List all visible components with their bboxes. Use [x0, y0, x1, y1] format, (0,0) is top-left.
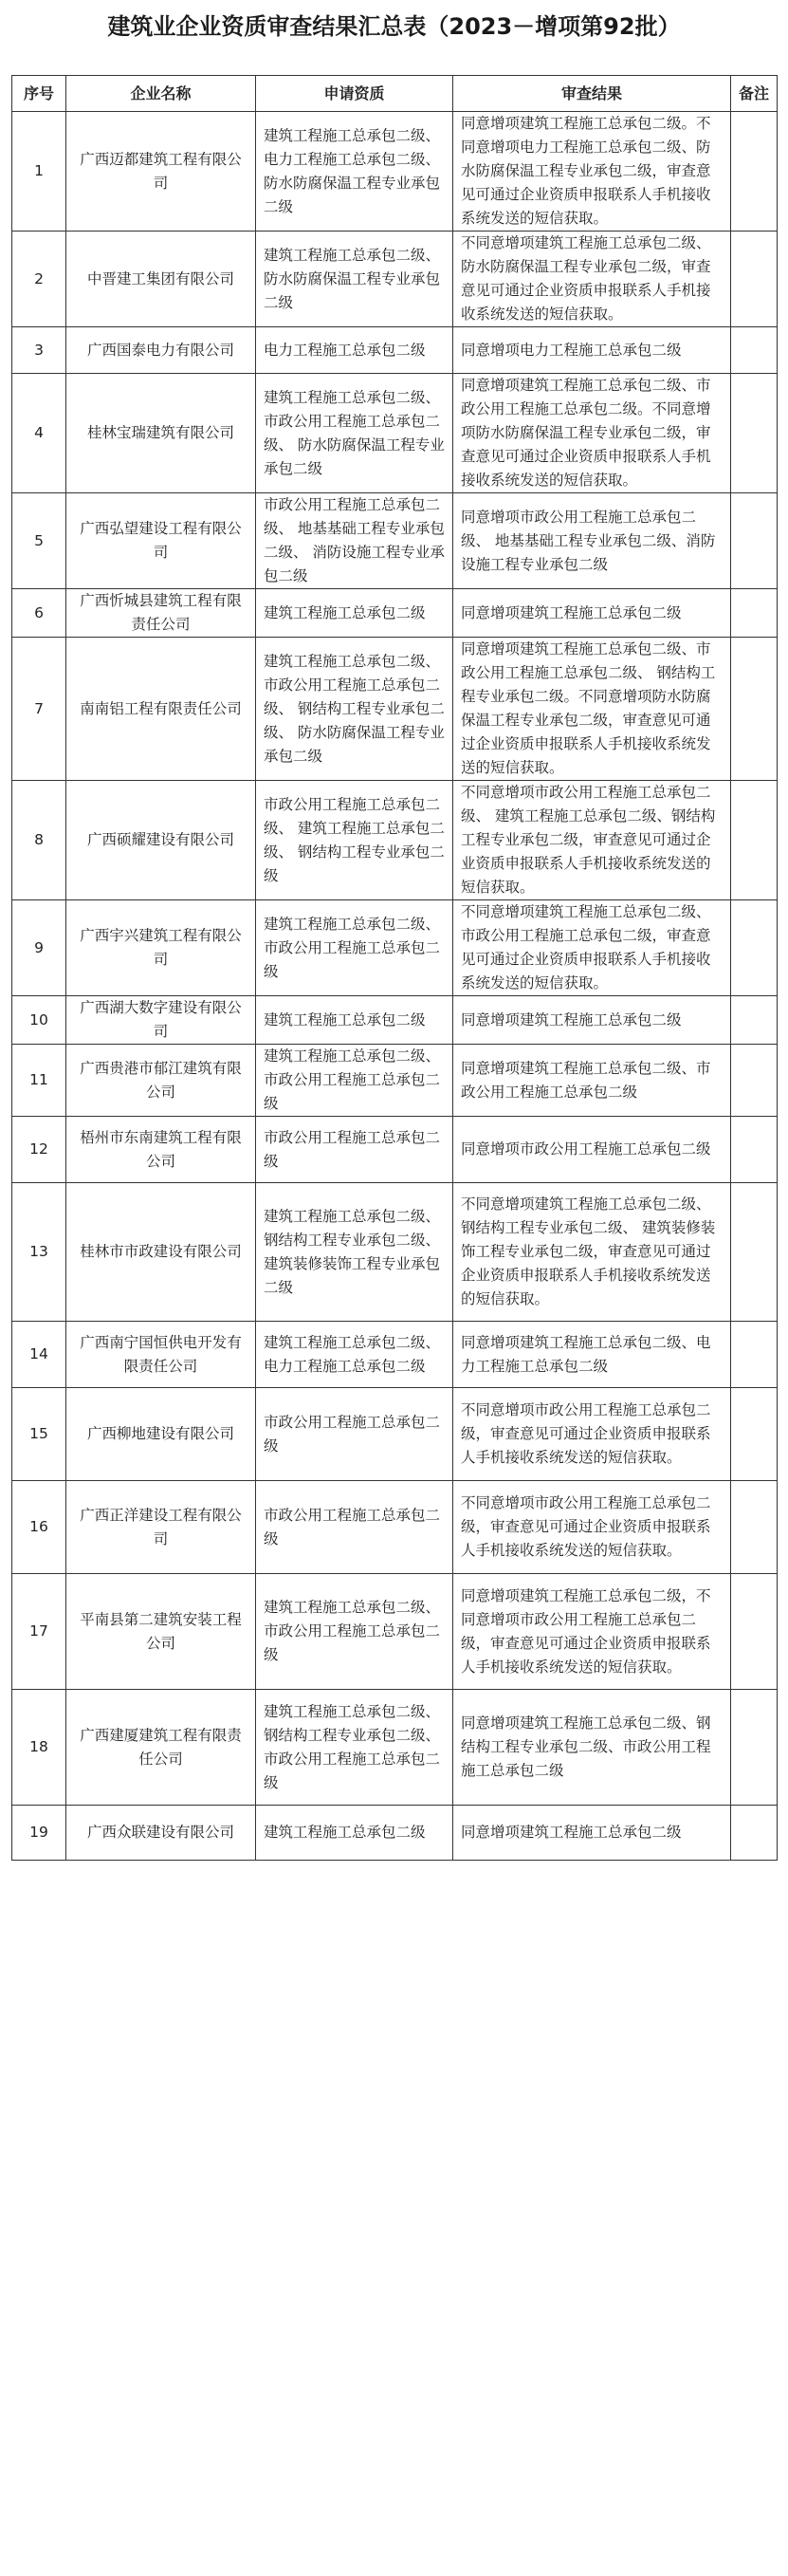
cell-no: 9 [12, 900, 66, 996]
cell-company-name: 中晋建工集团有限公司 [66, 232, 256, 327]
cell-qualification: 建筑工程施工总承包二级 [256, 589, 453, 638]
cell-company-name: 广西湖大数字建设有限公司 [66, 996, 256, 1045]
cell-no: 14 [12, 1322, 66, 1388]
cell-company-name: 南南铝工程有限责任公司 [66, 638, 256, 781]
cell-no: 1 [12, 112, 66, 232]
cell-result: 不同意增项建筑工程施工总承包二级、防水防腐保温工程专业承包二级，审查意见可通过企业资质申报联系人手机接收系统发送的短信获取。 [453, 232, 731, 327]
header-note: 备注 [731, 76, 778, 112]
table-row [12, 493, 778, 589]
cell-no: 6 [12, 589, 66, 638]
cell-qualification: 市政公用工程施工总承包二级 [256, 1117, 453, 1183]
table-row [12, 996, 778, 1045]
table-row [12, 374, 778, 493]
cell-note [731, 638, 778, 781]
cell-no: 2 [12, 232, 66, 327]
cell-company-name: 桂林宝瑞建筑有限公司 [66, 374, 256, 493]
header-company-name: 企业名称 [66, 76, 256, 112]
cell-note [731, 1117, 778, 1183]
cell-company-name: 广西柳地建设有限公司 [66, 1388, 256, 1481]
cell-qualification: 建筑工程施工总承包二级、钢结构工程专业承包二级、市政公用工程施工总承包二级 [256, 1690, 453, 1806]
cell-qualification: 建筑工程施工总承包二级、防水防腐保温工程专业承包二级 [256, 232, 453, 327]
cell-qualification: 建筑工程施工总承包二级 [256, 1806, 453, 1861]
table-row [12, 1183, 778, 1322]
table-row [12, 1388, 778, 1481]
cell-qualification: 建筑工程施工总承包二级 [256, 996, 453, 1045]
table-row [12, 638, 778, 781]
cell-qualification: 市政公用工程施工总承包二级、 建筑工程施工总承包二级、 钢结构工程专业承包二级 [256, 781, 453, 900]
cell-result: 不同意增项市政公用工程施工总承包二级，审查意见可通过企业资质申报联系人手机接收系统发送的短信获取。 [453, 1388, 731, 1481]
cell-company-name: 广西弘望建设工程有限公司 [66, 493, 256, 589]
cell-note [731, 1481, 778, 1574]
cell-note [731, 1388, 778, 1481]
table-row [12, 589, 778, 638]
cell-result: 同意增项建筑工程施工总承包二级、钢结构工程专业承包二级、市政公用工程施工总承包二级 [453, 1690, 731, 1806]
table-row [12, 1806, 778, 1861]
header-result: 审查结果 [453, 76, 731, 112]
cell-qualification: 建筑工程施工总承包二级、电力工程施工总承包二级 [256, 1322, 453, 1388]
cell-no: 15 [12, 1388, 66, 1481]
cell-result: 不同意增项建筑工程施工总承包二级、 市政公用工程施工总承包二级，审查意见可通过企业资质申报联系人手机接收系统发送的短信获取。 [453, 900, 731, 996]
cell-no: 17 [12, 1574, 66, 1690]
table-row [12, 1481, 778, 1574]
cell-result: 同意增项建筑工程施工总承包二级 [453, 996, 731, 1045]
cell-result: 同意增项建筑工程施工总承包二级。不同意增项电力工程施工总承包二级、防水防腐保温工程专业承包二级，审查意见可通过企业资质申报联系人手机接收系统发送的短信获取。 [453, 112, 731, 232]
cell-qualification: 市政公用工程施工总承包二级 [256, 1388, 453, 1481]
table-row [12, 1117, 778, 1183]
cell-qualification: 建筑工程施工总承包二级、钢结构工程专业承包二级、 建筑装修装饰工程专业承包二级 [256, 1183, 453, 1322]
cell-note [731, 112, 778, 232]
cell-result: 同意增项建筑工程施工总承包二级 [453, 589, 731, 638]
cell-no: 18 [12, 1690, 66, 1806]
cell-company-name: 平南县第二建筑安装工程公司 [66, 1574, 256, 1690]
table-row [12, 112, 778, 232]
cell-company-name: 广西国泰电力有限公司 [66, 327, 256, 374]
document-title: 建筑业企业资质审查结果汇总表（2023－增项第92批） [107, 13, 681, 40]
cell-company-name: 广西贵港市郁江建筑有限公司 [66, 1045, 256, 1117]
cell-note [731, 232, 778, 327]
table-row [12, 1574, 778, 1690]
header-qualification: 申请资质 [256, 76, 453, 112]
cell-qualification: 建筑工程施工总承包二级、市政公用工程施工总承包二级 [256, 1045, 453, 1117]
cell-qualification: 建筑工程施工总承包二级、 市政公用工程施工总承包二级 [256, 900, 453, 996]
cell-qualification: 市政公用工程施工总承包二级、 地基基础工程专业承包二级、 消防设施工程专业承包二级 [256, 493, 453, 589]
table-header-row [12, 76, 778, 112]
cell-result: 同意增项建筑工程施工总承包二级、电力工程施工总承包二级 [453, 1322, 731, 1388]
cell-no: 7 [12, 638, 66, 781]
cell-note [731, 327, 778, 374]
cell-note [731, 1183, 778, 1322]
cell-company-name: 广西众联建设有限公司 [66, 1806, 256, 1861]
cell-result: 不同意增项建筑工程施工总承包二级、钢结构工程专业承包二级、 建筑装修装饰工程专业承包二级，审查意见可通过企业资质申报联系人手机接收系统发送的短信获取。 [453, 1183, 731, 1322]
cell-no: 8 [12, 781, 66, 900]
cell-company-name: 广西南宁国恒供电开发有限责任公司 [66, 1322, 256, 1388]
cell-note [731, 1574, 778, 1690]
cell-company-name: 广西建厦建筑工程有限责任公司 [66, 1690, 256, 1806]
table-row [12, 900, 778, 996]
cell-no: 10 [12, 996, 66, 1045]
cell-result: 同意增项市政公用工程施工总承包二级 [453, 1117, 731, 1183]
cell-note [731, 1806, 778, 1861]
cell-qualification: 建筑工程施工总承包二级、市政公用工程施工总承包二级 [256, 1574, 453, 1690]
cell-no: 13 [12, 1183, 66, 1322]
review-result-table [11, 75, 778, 1861]
cell-qualification: 电力工程施工总承包二级 [256, 327, 453, 374]
cell-company-name: 广西忻城县建筑工程有限责任公司 [66, 589, 256, 638]
header-no: 序号 [12, 76, 66, 112]
cell-no: 11 [12, 1045, 66, 1117]
cell-no: 3 [12, 327, 66, 374]
cell-note [731, 589, 778, 638]
table-row [12, 232, 778, 327]
cell-no: 16 [12, 1481, 66, 1574]
cell-note [731, 493, 778, 589]
cell-note [731, 996, 778, 1045]
table-row [12, 781, 778, 900]
cell-result: 同意增项建筑工程施工总承包二级，不同意增项市政公用工程施工总承包二级，审查意见可通过企业资质申报联系人手机接收系统发送的短信获取。 [453, 1574, 731, 1690]
cell-note [731, 900, 778, 996]
cell-note [731, 1322, 778, 1388]
cell-result: 同意增项建筑工程施工总承包二级、市政公用工程施工总承包二级 [453, 1045, 731, 1117]
table-body [12, 112, 778, 1861]
cell-result: 同意增项建筑工程施工总承包二级、市政公用工程施工总承包二级。不同意增项防水防腐保温工程专业承包二级，审查意见可通过企业资质申报联系人手机接收系统发送的短信获取。 [453, 374, 731, 493]
cell-no: 12 [12, 1117, 66, 1183]
cell-company-name: 梧州市东南建筑工程有限公司 [66, 1117, 256, 1183]
cell-note [731, 781, 778, 900]
cell-company-name: 广西硕耀建设有限公司 [66, 781, 256, 900]
cell-result: 不同意增项市政公用工程施工总承包二级，审查意见可通过企业资质申报联系人手机接收系统发送的短信获取。 [453, 1481, 731, 1574]
cell-note [731, 374, 778, 493]
cell-no: 5 [12, 493, 66, 589]
cell-result: 不同意增项市政公用工程施工总承包二级、 建筑工程施工总承包二级、钢结构工程专业承包二级，审查意见可通过企业资质申报联系人手机接收系统发送的短信获取。 [453, 781, 731, 900]
cell-result: 同意增项电力工程施工总承包二级 [453, 327, 731, 374]
cell-company-name: 桂林市市政建设有限公司 [66, 1183, 256, 1322]
cell-qualification: 市政公用工程施工总承包二级 [256, 1481, 453, 1574]
table-row [12, 1045, 778, 1117]
table-row [12, 1690, 778, 1806]
cell-no: 19 [12, 1806, 66, 1861]
cell-company-name: 广西宇兴建筑工程有限公司 [66, 900, 256, 996]
cell-qualification: 建筑工程施工总承包二级、 市政公用工程施工总承包二级、 防水防腐保温工程专业承包二级 [256, 374, 453, 493]
cell-qualification: 建筑工程施工总承包二级、 市政公用工程施工总承包二级、 钢结构工程专业承包二级、 防水防腐保温工程专业承包二级 [256, 638, 453, 781]
cell-company-name: 广西正洋建设工程有限公司 [66, 1481, 256, 1574]
cell-no: 4 [12, 374, 66, 493]
cell-note [731, 1045, 778, 1117]
cell-result: 同意增项市政公用工程施工总承包二级、 地基基础工程专业承包二级、消防设施工程专业承包二级 [453, 493, 731, 589]
cell-qualification: 建筑工程施工总承包二级、电力工程施工总承包二级、防水防腐保温工程专业承包二级 [256, 112, 453, 232]
table-row [12, 327, 778, 374]
table-row [12, 1322, 778, 1388]
cell-result: 同意增项建筑工程施工总承包二级 [453, 1806, 731, 1861]
cell-company-name: 广西迈都建筑工程有限公司 [66, 112, 256, 232]
cell-result: 同意增项建筑工程施工总承包二级、市政公用工程施工总承包二级、 钢结构工程专业承包二级。不同意增项防水防腐保温工程专业承包二级，审查意见可通过企业资质申报联系人手机接收系统发送的短信获取。 [453, 638, 731, 781]
cell-note [731, 1690, 778, 1806]
